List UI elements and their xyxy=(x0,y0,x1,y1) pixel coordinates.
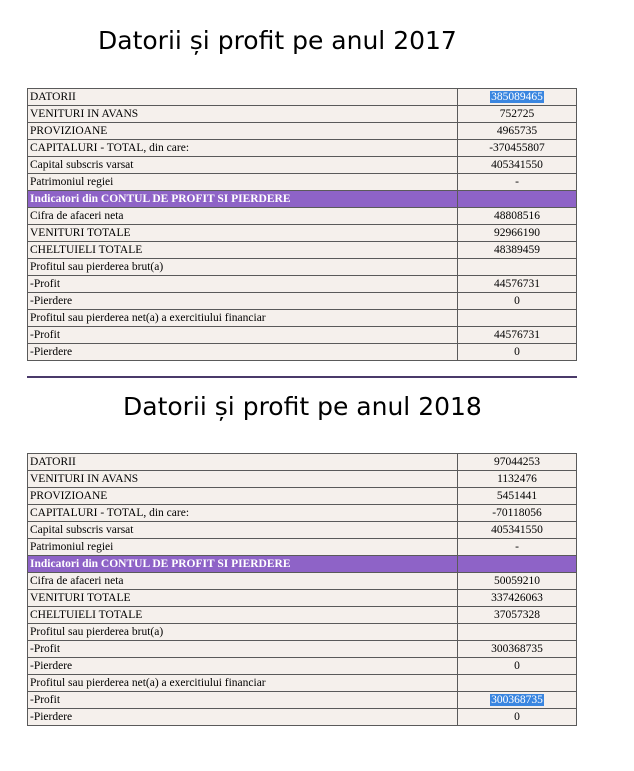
row-label: -Pierdere xyxy=(28,709,458,726)
row-value: 0 xyxy=(458,344,577,361)
row-label: CAPITALURI - TOTAL, din care: xyxy=(28,140,458,157)
table-row xyxy=(28,624,577,641)
table-2017 xyxy=(27,88,577,361)
table-row xyxy=(28,174,577,191)
table-row xyxy=(28,709,577,726)
table-row xyxy=(28,692,577,709)
row-value: 405341550 xyxy=(458,157,577,174)
row-label: -Pierdere xyxy=(28,658,458,675)
title-2017: Datorii și profit pe anul 2017 xyxy=(98,26,457,55)
table-row xyxy=(28,157,577,174)
row-label: -Profit xyxy=(28,276,458,293)
section-header-row xyxy=(28,556,577,573)
table-row xyxy=(28,607,577,624)
row-label: VENITURI IN AVANS xyxy=(28,471,458,488)
table-row xyxy=(28,522,577,539)
selected-value[interactable]: 385089465 xyxy=(491,91,543,103)
table-row xyxy=(28,310,577,327)
row-label: Cifra de afaceri neta xyxy=(28,573,458,590)
row-label: VENITURI TOTALE xyxy=(28,225,458,242)
row-label: PROVIZIOANE xyxy=(28,488,458,505)
row-value: 5451441 xyxy=(458,488,577,505)
row-value: 48389459 xyxy=(458,242,577,259)
table-row xyxy=(28,675,577,692)
row-value: 337426063 xyxy=(458,590,577,607)
row-label: Cifra de afaceri neta xyxy=(28,208,458,225)
row-value: 48808516 xyxy=(458,208,577,225)
row-value: 0 xyxy=(458,658,577,675)
row-label: CAPITALURI - TOTAL, din care: xyxy=(28,505,458,522)
row-label: CHELTUIELI TOTALE xyxy=(28,607,458,624)
table-row xyxy=(28,641,577,658)
row-label: -Profit xyxy=(28,692,458,709)
row-label: Profitul sau pierderea brut(a) xyxy=(28,624,458,641)
row-value xyxy=(458,624,577,641)
row-value: 752725 xyxy=(458,106,577,123)
row-label: -Pierdere xyxy=(28,293,458,310)
table-row xyxy=(28,658,577,675)
row-value: 300368735 xyxy=(458,641,577,658)
row-label: CHELTUIELI TOTALE xyxy=(28,242,458,259)
row-label: Profitul sau pierderea brut(a) xyxy=(28,259,458,276)
table-row xyxy=(28,242,577,259)
table-row xyxy=(28,539,577,556)
table-row xyxy=(28,208,577,225)
table-row xyxy=(28,123,577,140)
selected-value[interactable]: 300368735 xyxy=(491,694,543,706)
row-value: 37057328 xyxy=(458,607,577,624)
row-label: Profitul sau pierderea net(a) a exercitiului financiar xyxy=(28,310,458,327)
table-row xyxy=(28,259,577,276)
row-value: 0 xyxy=(458,709,577,726)
row-value xyxy=(458,89,577,106)
table-row xyxy=(28,454,577,471)
row-value: - xyxy=(458,174,577,191)
table-row xyxy=(28,293,577,310)
table-row xyxy=(28,89,577,106)
row-label: -Profit xyxy=(28,327,458,344)
row-value xyxy=(458,259,577,276)
row-value xyxy=(458,692,577,709)
table-row xyxy=(28,344,577,361)
row-value: 44576731 xyxy=(458,276,577,293)
row-value: 44576731 xyxy=(458,327,577,344)
row-value: -70118056 xyxy=(458,505,577,522)
section-header-label: Indicatori din CONTUL DE PROFIT SI PIERDERE xyxy=(28,191,458,208)
row-value: 405341550 xyxy=(458,522,577,539)
row-value xyxy=(458,556,577,573)
row-label: DATORII xyxy=(28,454,458,471)
row-value: -370455807 xyxy=(458,140,577,157)
title-2018: Datorii și profit pe anul 2018 xyxy=(123,392,482,421)
row-value: 50059210 xyxy=(458,573,577,590)
row-label: PROVIZIOANE xyxy=(28,123,458,140)
row-label: Capital subscris varsat xyxy=(28,522,458,539)
row-value: 92966190 xyxy=(458,225,577,242)
row-label: VENITURI TOTALE xyxy=(28,590,458,607)
table-row xyxy=(28,471,577,488)
row-label: -Profit xyxy=(28,641,458,658)
row-label: Capital subscris varsat xyxy=(28,157,458,174)
row-value: 4965735 xyxy=(458,123,577,140)
row-label: Patrimoniul regiei xyxy=(28,539,458,556)
row-label: DATORII xyxy=(28,89,458,106)
table-row xyxy=(28,327,577,344)
table-bottom-border xyxy=(27,376,577,378)
row-value: 0 xyxy=(458,293,577,310)
section-header-label: Indicatori din CONTUL DE PROFIT SI PIERDERE xyxy=(28,556,458,573)
row-value xyxy=(458,675,577,692)
table-row xyxy=(28,225,577,242)
table-row xyxy=(28,505,577,522)
table-2018 xyxy=(27,453,577,726)
row-label: Patrimoniul regiei xyxy=(28,174,458,191)
table-row xyxy=(28,106,577,123)
row-label: VENITURI IN AVANS xyxy=(28,106,458,123)
row-value: - xyxy=(458,539,577,556)
table-row xyxy=(28,590,577,607)
row-value xyxy=(458,310,577,327)
table-row xyxy=(28,140,577,157)
row-value: 1132476 xyxy=(458,471,577,488)
section-header-row xyxy=(28,191,577,208)
table-row xyxy=(28,573,577,590)
table-row xyxy=(28,488,577,505)
row-label: Profitul sau pierderea net(a) a exercitiului financiar xyxy=(28,675,458,692)
row-value xyxy=(458,191,577,208)
row-label: -Pierdere xyxy=(28,344,458,361)
table-row xyxy=(28,276,577,293)
row-value: 97044253 xyxy=(458,454,577,471)
